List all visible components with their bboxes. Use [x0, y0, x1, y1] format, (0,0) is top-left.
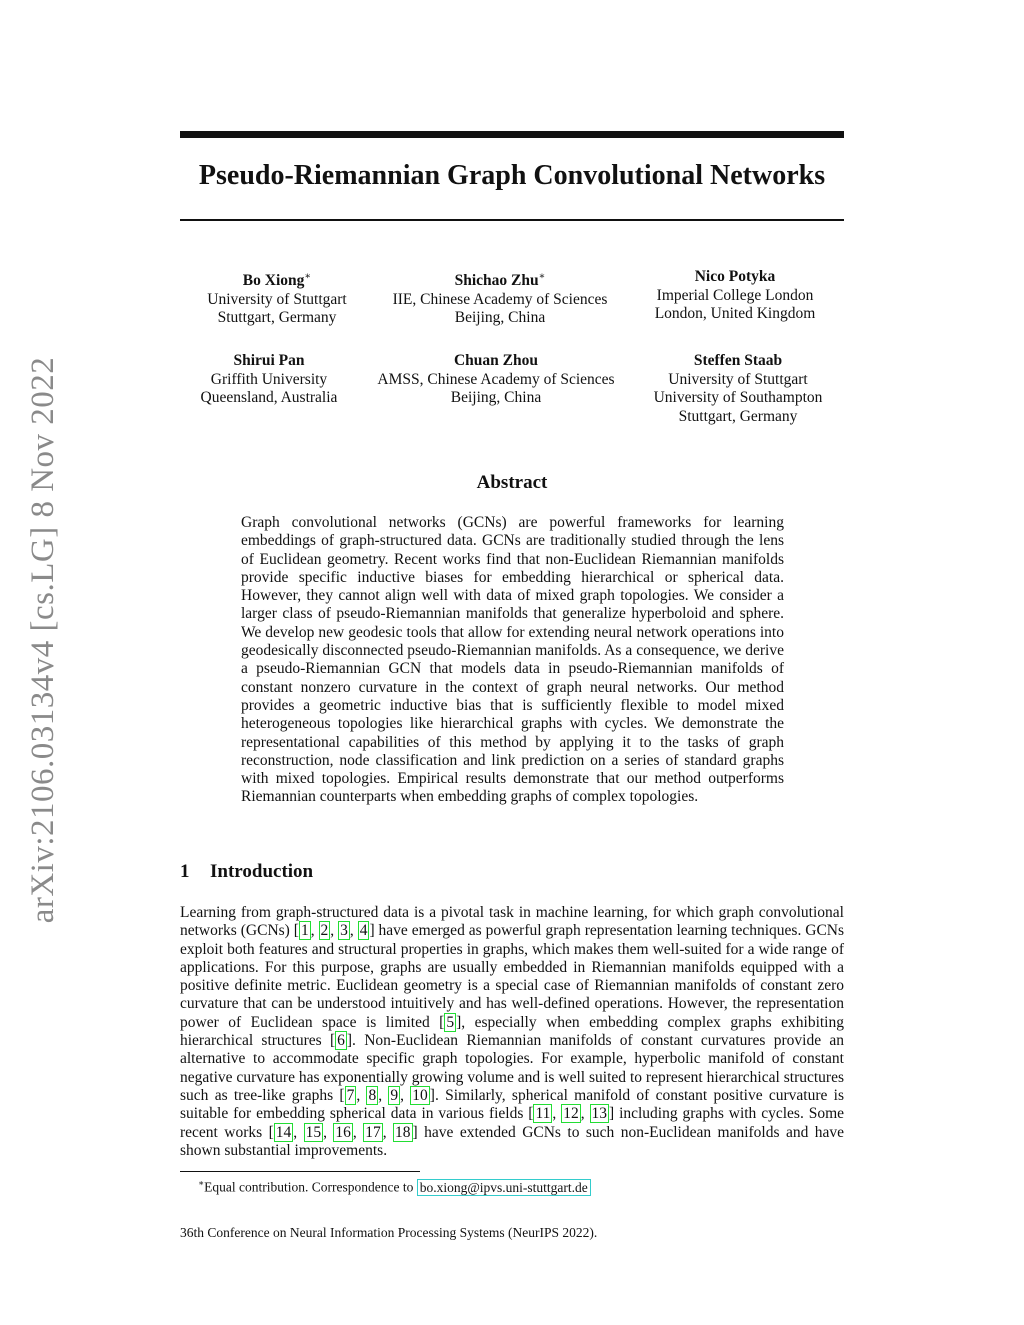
citation-link[interactable]: 10: [412, 1086, 428, 1104]
paper-title: Pseudo-Riemannian Graph Convolutional Networks: [198, 160, 826, 191]
arxiv-identifier: arXiv:2106.03134v4 [cs.LG] 8 Nov 2022: [25, 356, 61, 924]
intro-text-segment: ] have emerged as powerful graph representation learning techniques. GCNs exploit both features and structural properties in graphs, which makes them well-suited for a wide range of applications. For this purpose, graphs are usually embedded in Riemannian manifolds equipped with a positive definite metric. Euclidean geometry is a special case of Riemannian manifolds of constant zero curvature that can be understood intuitively and has well-defined operations. However, the representation power of Euclidean space is limited [: [180, 922, 845, 1031]
citation-link[interactable]: 1: [300, 922, 309, 940]
author-affiliation: University of Southampton: [653, 389, 823, 406]
intro-text-segment: ], especially when embedding complex graphs exhibiting hierarchical structures [: [180, 1013, 844, 1050]
venue-note: 36th Conference on Neural Information Processing Systems (NeurIPS 2022).: [180, 1225, 598, 1240]
citation-link[interactable]: 4: [359, 922, 368, 940]
author-name: Steffen Staab: [693, 352, 783, 369]
author-affiliation: University of Stuttgart: [668, 370, 808, 388]
author-mark: ∗: [304, 271, 312, 282]
email-link[interactable]: bo.xiong@ipvs.uni-stuttgart.de: [417, 1179, 591, 1196]
footnote-mark: ∗: [198, 1178, 205, 1188]
citation-link[interactable]: 5: [446, 1013, 455, 1031]
intro-text-segment: Learning from graph-structured data is a pivotal task in machine learning, for which graph convolutional networks (GCNs) [: [180, 904, 844, 940]
citation-link[interactable]: 18: [395, 1123, 411, 1141]
author-name: Shichao Zhu: [454, 272, 539, 290]
citation-link[interactable]: 16: [335, 1123, 351, 1141]
author-location: Beijing, China: [454, 309, 546, 327]
intro-text-segment: ] have extended GCNs to such non-Euclidean manifolds and have shown substantial improvements.: [180, 1123, 845, 1159]
citation-link[interactable]: 6: [337, 1032, 345, 1050]
author-block: [356, 352, 636, 408]
title-rule-bottom: [180, 219, 844, 221]
intro-text-segment: ]. Non-Euclidean Riemannian manifolds of constant curvatures provide an alternative to accommodate specific graph topologies. For example, hyperbolic manifold of constant negative curvature has exponentially growing volume and is well suited to represent hierarchical structures such as tree-like graphs [: [180, 1032, 844, 1104]
citation-link[interactable]: 12: [563, 1105, 579, 1123]
abstract-heading: Abstract: [476, 472, 548, 493]
author-location: Beijing, China: [450, 389, 542, 406]
author-location: Stuttgart, Germany: [217, 309, 337, 327]
author-block: [595, 268, 875, 324]
author-name: Bo Xiong: [242, 272, 305, 290]
intro-text-segment: ] including graphs with cycles. Some recent works [: [180, 1105, 845, 1141]
author-affiliation: Imperial College London: [656, 286, 814, 304]
author-mark: ∗: [538, 271, 546, 282]
citation-link[interactable]: 17: [365, 1123, 381, 1141]
citation-link[interactable]: 9: [390, 1086, 399, 1104]
citation-link[interactable]: 7: [346, 1086, 355, 1104]
intro-text-segment: ]. Similarly, spherical manifold of constant positive curvature is suitable for embedding spherical data in various fields [: [180, 1086, 845, 1123]
title-rule-top: [180, 131, 844, 138]
author-location: London, United Kingdom: [654, 305, 816, 322]
citation-link[interactable]: 8: [368, 1086, 377, 1104]
footnote-text: Equal contribution. Correspondence to: [204, 1179, 417, 1195]
author-affiliation: IIE, Chinese Academy of Sciences: [392, 290, 608, 308]
citation-link[interactable]: 11: [535, 1105, 551, 1123]
author-location: Queensland, Australia: [200, 389, 338, 406]
author-affiliation: AMSS, Chinese Academy of Sciences: [377, 370, 615, 388]
footnote: [198, 1175, 591, 1196]
author-block: [598, 352, 878, 426]
author-location: Stuttgart, Germany: [678, 407, 798, 425]
citation-link[interactable]: 3: [340, 922, 348, 940]
introduction-paragraph: Learning from graph-structured data is a pivotal task in machine learning, for which graph convolutional networks (GCNs) [ 1 , 2 , 3 , 4 ] have emerged as powerful graph representation learning techniques. GCNs exploit both features and structural properties in graphs, which makes them well-suited for a wide range of applications. For this purpose, graphs are usually embedded in Riemannian manifolds equipped with a positive definite metric. Euclidean geometry is a special case of Riemannian manifolds of constant zero curvature that can be understood intuitively and has well-defined operations. However, the representation power of Euclidean space is limited [ 5 ], especially when embedding complex graphs exhibiting hierarchical structures [ 6 ]. Non-Euclidean Riemannian manifolds of constant curvatures provide an alternative to accommodate specific graph topologies. For example, hyperbolic manifold of constant negative curvature has exponentially growing volume and is well suited to represent hierarchical structures such as tree-like graphs [ 7 , 8 , 9 , 10 ]. Similarly, spherical manifold of constant positive curvature is suitable for embedding spherical data in various fields [ 11 , 12 , 13 ] including graphs with cycles. Some recent works [ 14 , 15 , 16 , 17 , 18 ] have extended GCNs to such non-Euclidean manifolds and have shown substantial improvements.: [180, 904, 845, 1159]
section-heading: [180, 861, 313, 883]
abstract-text: Graph convolutional networks (GCNs) are powerful frameworks for learning embeddings of graph-structured data. GCNs are traditionally studied through the lens of Euclidean geometry. Recent works find that non-Euclidean Riemannian manifolds provide specific inductive biases for embedding hierarchical or spherical data. However, they cannot align well with data of mixed graph topologies. We consider a larger class of pseudo-Riemannian manifolds that generalize hyperboloid and sphere. We develop new geodesic tools that allow for extending neural network operations into geodesically disconnected pseudo-Riemannian manifolds. As a consequence, we derive a pseudo-Riemannian GCN that models data in pseudo-Riemannian manifolds of constant nonzero curvature in the context of graph neural networks. Our method provides a geometric inductive bias that is sufficiently flexible to model mixed heterogeneous topologies like hierarchical graphs with cycles. We demonstrate the representational capabilities of this method by applying it to the tasks of graph reconstruction, node classification and link prediction on a series of standard graphs with mixed topologies. Empirical results demonstrate that our method outperforms Riemannian counterparts when embedding graphs of complex topologies.: [241, 514, 784, 806]
citation-link[interactable]: 13: [591, 1105, 607, 1123]
author-name: Shirui Pan: [233, 352, 305, 369]
citation-link[interactable]: 15: [305, 1123, 322, 1141]
section-number: 1: [180, 861, 190, 882]
footnote-rule: [180, 1171, 420, 1172]
author-name: Nico Potyka: [694, 268, 776, 285]
author-affiliation: Griffith University: [210, 370, 328, 388]
author-name: Chuan Zhou: [453, 352, 538, 369]
citation-link[interactable]: 2: [320, 922, 329, 940]
citation-link[interactable]: 14: [275, 1123, 292, 1141]
section-title: Introduction: [210, 861, 314, 882]
author-affiliation: University of Stuttgart: [207, 290, 347, 308]
